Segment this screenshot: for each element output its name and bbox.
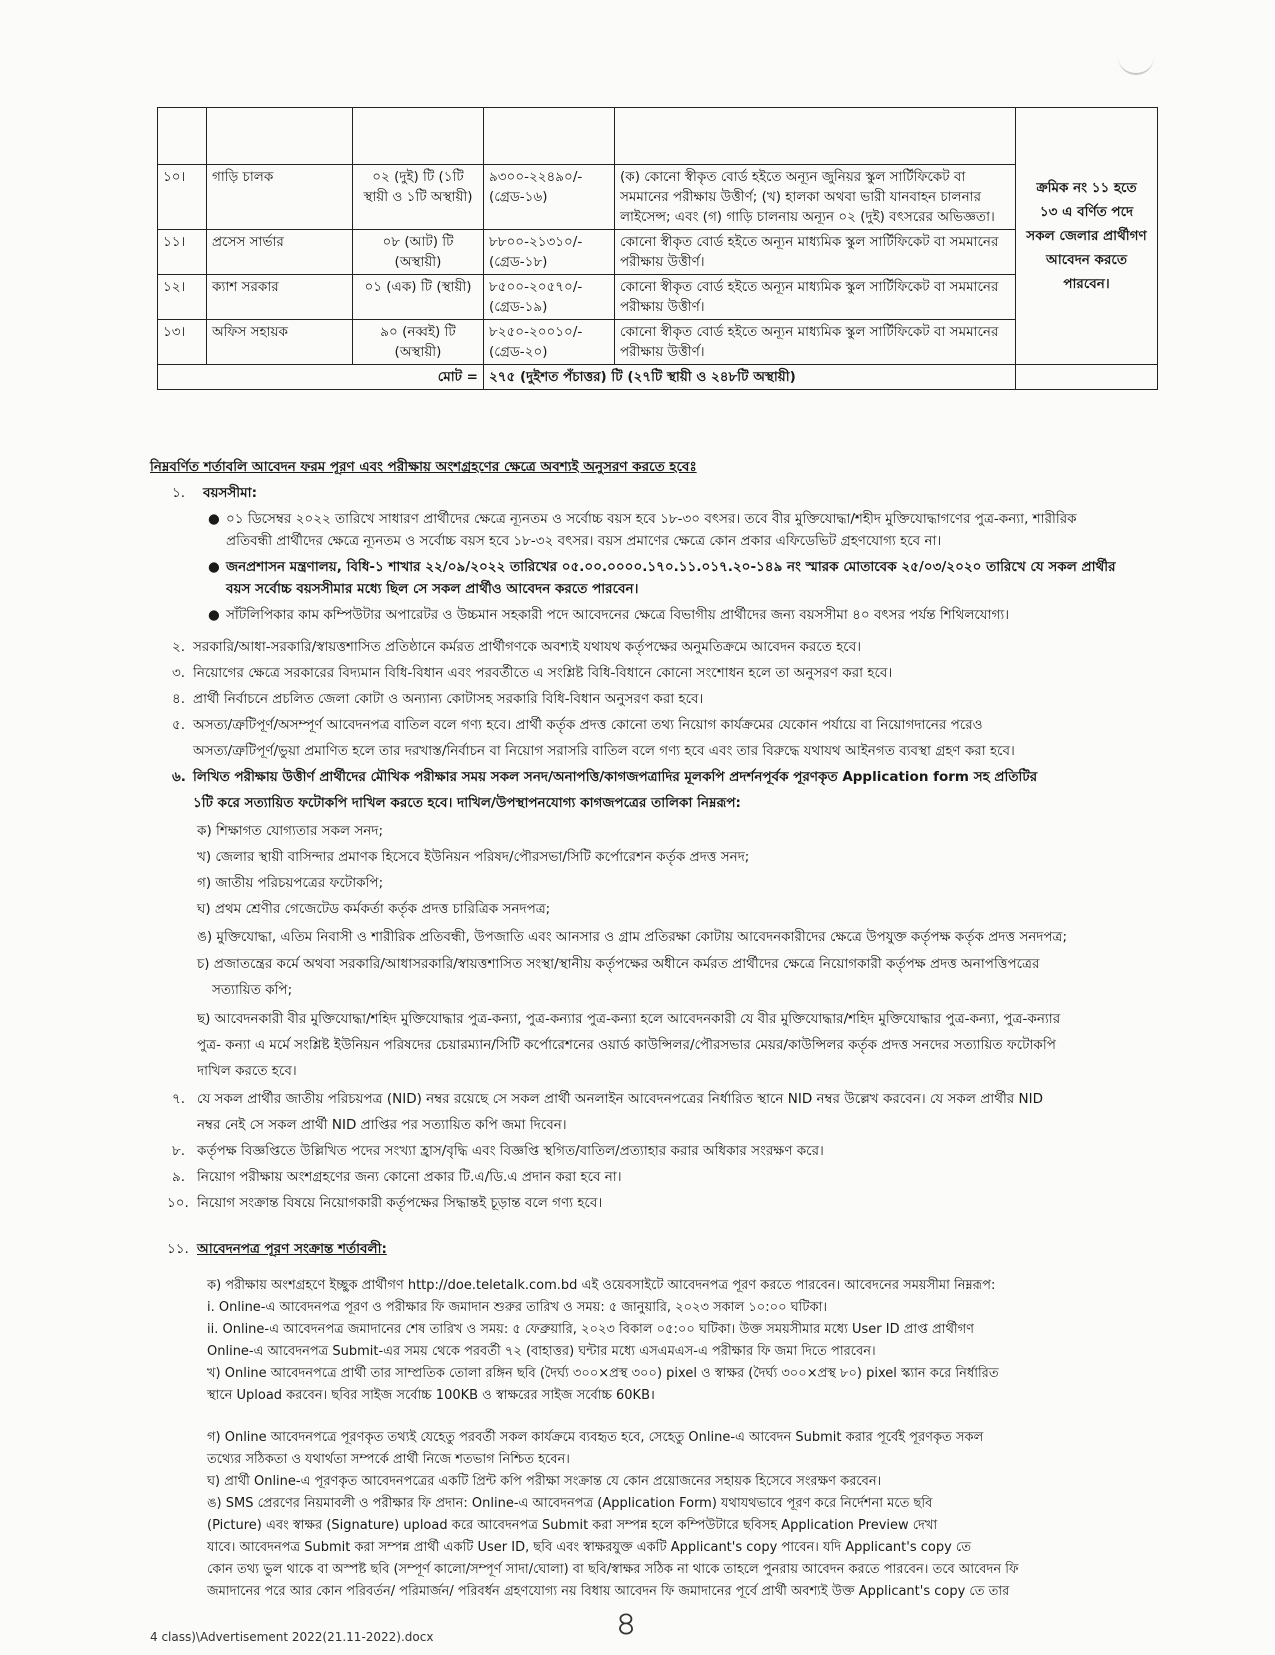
document-item: চ) প্রজাতন্ত্রের কর্মে অথবা সরকারি/আধাসরকারি/স্বায়ত্তশাসিত সংস্থা/স্থানীয় কর্তৃপক্ষের অধীনে কর্মরত প্রার্থীদের ক্ষেত্রে নিয়োগকারী কর্তৃপক্ষ প্রদত্ত অনাপত্তিপত্রের — [197, 956, 1040, 972]
age-limit-title: বয়সসীমা: — [203, 485, 257, 501]
qualification: কোনো স্বীকৃত বোর্ড হইতে অন্যূন মাধ্যমিক স্কুল সার্টিফিকেট বা সমমানের পরীক্ষায় উত্তীর্ণ। — [615, 275, 1016, 320]
pay-scale: ৯৩০০-২২৪৯০/- (গ্রেড-১৬) — [484, 165, 615, 230]
item-number: ৬. — [172, 769, 186, 785]
table-total-row — [158, 365, 1158, 390]
pay-scale: ৮৫০০-২০৫৭০/- (গ্রেড-১৯) — [484, 275, 615, 320]
pay-scale: ৮২৫০-২০০১০/- (গ্রেড-২০) — [484, 320, 615, 365]
item-number: ৮. — [172, 1143, 186, 1159]
row-number: ১১। — [158, 230, 207, 275]
post-name: অফিস সহায়ক — [207, 320, 353, 365]
total-value: ২৭৫ (দুইশত পঁচাত্তর) টি (২৭টি স্থায়ী ও ২৪৮টি অস্থায়ী) — [484, 365, 1016, 390]
condition-3: নিয়োগের ক্ষেত্রে সরকারের বিদ্যমান বিধি-বিধান এবং পরবর্তীতে এ সংশ্লিষ্ট বিধি-বিধানে কোনো সংশোধন হলে তা অনুসরণ করা হবে। — [193, 665, 893, 681]
item-number: ৩. — [172, 665, 186, 681]
bullet-dot: ● — [208, 511, 220, 527]
pay-scale: ৮৮০০-২১৩১০/- (গ্রেড-১৮) — [484, 230, 615, 275]
file-path-footer: 4 class)\Advertisement 2022(21.11-2022).docx — [150, 1630, 434, 1644]
application-i: i. Online-এ আবেদনপত্র পূরণ ও পরীক্ষার ফি জমাদান শুরুর তারিখ ও সময়: ৫ জানুয়ারি, ২০২৩ সকাল ১০:০০ ঘটিকা। — [207, 1300, 827, 1315]
application-title: আবেদনপত্র পূরণ সংক্রান্ত শর্তাবলী: — [197, 1241, 387, 1257]
bullet-dot: ● — [208, 607, 220, 623]
condition-8: কর্তৃপক্ষ বিজ্ঞপ্তিতে উল্লিখিত পদের সংখ্যা হ্রাস/বৃদ্ধি এবং বিজ্ঞপ্তি স্থগিত/বাতিল/প্রত্যাহার করার অধিকার সংরক্ষণ করে। — [197, 1143, 824, 1159]
application-gha: ঘ) প্রার্থী Online-এ পূরণকৃত আবেদনপত্রের একটি প্রিন্ট কপি পরীক্ষা সংক্রান্ত যে কোন প্রয়োজনের সহায়ক হিসেবে সংরক্ষণ করবেন। — [207, 1474, 882, 1489]
document-item: ঙ) মুক্তিযোদ্ধা, এতিম নিবাসী ও শারীরিক প্রতিবন্ধী, উপজাতি এবং আনসার ও গ্রাম প্রতিরক্ষা কোটায় আবেদনকারীদের ক্ষেত্রে উপযুক্ত কর্তৃপক্ষ কর্তৃক প্রদত্ত সনদপত্র; — [197, 929, 1068, 945]
age-bullet-1b: প্রতিবন্ধী প্রার্থীদের ক্ষেত্রে ন্যূনতম ও সর্বোচ্চ বয়স হবে ১৮-৩২ বৎসর। বয়স প্রমাণের ক্ষেত্রে কোন প্রকার এফিডেভিট গ্রহণযোগ্য হবে না। — [226, 533, 942, 549]
condition-5b: অসত্য/ত্রুটিপূর্ণ/ভুয়া প্রমাণিত হলে তার দরখাস্ত/নির্বাচন বা নিয়োগ সরাসরি বাতিল বলে গণ্য হবে এবং তার বিরুদ্ধে যথাযথ আইনগত ব্যবস্থা গ্রহণ করা হবে। — [193, 743, 1015, 759]
post-name: ক্যাশ সরকার — [207, 275, 353, 320]
application-uo-c: যাবে। আবেদনপত্র Submit করা সম্পন্ন প্রার্থী একটি User ID, ছবি এবং স্বাক্ষরযুক্ত একটি Applicant's copy পাবেন। যদি Applicant's copy তে — [207, 1540, 971, 1555]
row-number: ১২। — [158, 275, 207, 320]
application-uo-b: (Picture) এবং স্বাক্ষর (Signature) upload করে আবেদনপত্র Submit করা সম্পন্ন হলে কম্পিউটারে ছবিসহ Application Preview দেখা — [207, 1518, 938, 1533]
item-number: ২. — [172, 639, 186, 655]
document-item: গ) জাতীয় পরিচয়পত্রের ফটোকপি; — [197, 875, 384, 891]
application-uo-a: ঙ) SMS প্রেরণের নিয়মাবলী ও পরীক্ষার ফি প্রদান: Online-এ আবেদনপত্র (Application Form) যথাযথভাবে পূরণ করে নির্দেশনা মতে ছবি — [207, 1496, 933, 1511]
condition-6a: লিখিত পরীক্ষায় উত্তীর্ণ প্রার্থীদের মৌখিক পরীক্ষার সময় সকল সনদ/অনাপত্তি/কাগজপত্রাদির মূলকপি প্রদর্শনপূর্বক পূরণকৃত Application form সহ প্রতিটির — [193, 769, 1038, 785]
table-row — [158, 230, 1158, 275]
post-count: ০৮ (আট) টি (অস্থায়ী) — [353, 230, 484, 275]
age-bullet-2b: বয়স সর্বোচ্চ বয়সসীমার মধ্যে ছিল সে সকল প্রার্থীও আবেদন করতে পারবেন। — [226, 581, 639, 597]
table-remark: ক্রমিক নং ১১ হতে ১৩ এ বর্ণিত পদে সকল জেলার প্রার্থীগণ আবেদন করতে পারবেন। — [1016, 108, 1158, 365]
conditions-heading: নিম্নবর্ণিত শর্তাবলি আবেদন ফরম পূরণ এবং পরীক্ষায় অংশগ্রহণের ক্ষেত্রে অবশ্যই অনুসরণ করতে হবেঃ — [150, 459, 697, 475]
table-row — [158, 165, 1158, 230]
total-label: মোট = — [158, 365, 484, 390]
condition-7a: যে সকল প্রার্থীর জাতীয় পরিচয়পত্র (NID) নম্বর রয়েছে সে সকল প্রার্থী অনলাইন আবেদনপত্রের নির্ধারিত স্থানে NID নম্বর উল্লেখ করবেন। যে সকল প্রার্থীর NID — [197, 1091, 1043, 1107]
document-item: খ) জেলার স্থায়ী বাসিন্দার প্রমাণক হিসেবে ইউনিয়ন পরিষদ/পৌরসভা/সিটি কর্পোরেশন কর্তৃক প্রদত্ত সনদ; — [197, 849, 750, 865]
posts-table — [157, 107, 1158, 390]
application-ga-a: গ) Online আবেদনপত্রে পূরণকৃত তথ্যই যেহেতু পরবর্তী সকল কার্যক্রমে ব্যবহৃত হবে, সেহেতু Online-এ আবেদন Submit করার পূর্বেই পূরণকৃত সকল — [207, 1430, 984, 1445]
application-uo-e: জমাদানের পরে আর কোন পরিবর্তন/ পরিমার্জন/ পরিবর্ধন গ্রহণযোগ্য নয় বিধায় আবেদন ফি জমাদানের পূর্বে প্রার্থী অবশ্যই উক্ত Applicant's copy তে তার — [207, 1584, 1010, 1599]
age-bullet-2a: জনপ্রশাসন মন্ত্রণালয়, বিধি-১ শাখার ২২/০৯/২০২২ তারিখের ০৫.০০.০০০০.১৭০.১১.০১৭.২০-১৪৯ নং স্মারক মোতাবেক ২৫/০৩/২০২০ তারিখে যে সকল প্রার্থীর — [226, 559, 1116, 575]
condition-6b: ১টি করে সত্যায়িত ফটোকপি দাখিল করতে হবে। দাখিল/উপস্থাপনযোগ্য কাগজপত্রের তালিকা নিম্নরূপ: — [193, 795, 741, 811]
condition-7b: নম্বর নেই সে সকল প্রার্থী NID প্রাপ্তির পর সত্যায়িত কপি জমা দিবেন। — [197, 1117, 567, 1133]
qualification: (ক) কোনো স্বীকৃত বোর্ড হইতে অন্যূন জুনিয়র স্কুল সার্টিফিকেট বা সমমানের পরীক্ষায় উত্তীর্ণ; (খ) হালকা অথবা ভারী যানবাহন চালনার লাইসেন্স; এবং (গ) গাড়ি চালনায় অন্যূন ০২ (দুই) বৎসরের অভিজ্ঞতা। — [615, 165, 1016, 230]
condition-2: সরকারি/আধা-সরকারি/স্বায়ত্তশাসিত প্রতিষ্ঠানে কর্মরত প্রার্থীগণকে অবশ্যই যথাযথ কর্তৃপক্ষের অনুমতিক্রমে আবেদন করতে হবে। — [193, 639, 862, 655]
document-item-cont: দাখিল করতে হবে। — [197, 1063, 297, 1079]
item-number: ১০. — [167, 1195, 189, 1211]
application-ga-b: তথ্যের সঠিকতা ও যথার্থতা সম্পর্কে প্রার্থী নিজে শতভাগ নিশ্চিত হবেন। — [207, 1452, 570, 1467]
post-name: গাড়ি চালক — [207, 165, 353, 230]
post-name: প্রসেস সার্ভার — [207, 230, 353, 275]
post-count: ৯০ (নব্বই) টি (অস্থায়ী) — [353, 320, 484, 365]
item-number: ৫. — [172, 717, 186, 733]
item-number: ৪. — [172, 691, 186, 707]
document-item: ক) শিক্ষাগত যোগ্যতার সকল সনদ; — [197, 823, 383, 839]
application-ka: ক) পরীক্ষায় অংশগ্রহণে ইচ্ছুক প্রার্থীগণ http://doe.teletalk.com.bd এই ওয়েবসাইটে আবেদনপত্র পূরণ করতে পারবেন। আবেদনের সময়সীমা নিম্নরূপ: — [207, 1278, 996, 1293]
application-ii-b: Online-এ আবেদনপত্র Submit-এর সময় থেকে পরবর্তী ৭২ (বাহাত্তর) ঘন্টার মধ্যে এসএমএস-এ পরীক্ষার ফি জমা দিতে পারবেন। — [207, 1344, 876, 1359]
punch-hole-mark — [1118, 55, 1154, 75]
document-item: ঘ) প্রথম শ্রেণীর গেজেটেড কর্মকর্তা কর্তৃক প্রদত্ত চারিত্রিক সনদপত্র; — [197, 901, 551, 917]
table-row — [158, 275, 1158, 320]
item-number: ১১. — [167, 1241, 189, 1257]
application-ii-a: ii. Online-এ আবেদনপত্র জমাদানের শেষ তারিখ ও সময়: ৫ ফেব্রুয়ারি, ২০২৩ বিকাল ০৫:০০ ঘটিকা। উক্ত সময়সীমার মধ্যে User ID প্রাপ্ত প্রার্থীগণ — [207, 1322, 974, 1337]
condition-10: নিয়োগ সংক্রান্ত বিষয়ে নিয়োগকারী কর্তৃপক্ষের সিদ্ধান্তই চূড়ান্ত বলে গণ্য হবে। — [197, 1195, 603, 1211]
application-uo-d: কোন তথ্য ভুল থাকে বা অস্পষ্ট ছবি (সম্পূর্ণ কালো/সম্পূর্ণ সাদা/ঘোলা) বা ছবি/স্বাক্ষর সঠিক না থাকে তাহলে পুনরায় আবেদন করতে পারবেন। তবে আবেদন ফি — [207, 1562, 1019, 1577]
application-kha-b: স্থানে Upload করবেন। ছবির সাইজ সর্বোচ্চ 100KB ও স্বাক্ষরের সাইজ সর্বোচ্চ 60KB। — [207, 1388, 655, 1403]
condition-5a: অসত্য/ত্রুটিপূর্ণ/অসম্পূর্ণ আবেদনপত্র বাতিল বলে গণ্য হবে। প্রার্থী কর্তৃক প্রদত্ত কোনো তথ্য নিয়োগ কার্যক্রমের যেকোন পর্যায়ে বা নিয়োগদানের পরেও — [193, 717, 983, 733]
document-item-cont: সত্যায়িত কপি; — [212, 982, 293, 998]
bullet-dot: ● — [208, 559, 220, 575]
row-number: ১০। — [158, 165, 207, 230]
age-bullet-1a: ০১ ডিসেম্বর ২০২২ তারিখে সাধারণ প্রার্থীদের ক্ষেত্রে ন্যূনতম ও সর্বোচ্চ বয়স হবে ১৮-৩০ বৎসর। তবে বীর মুক্তিযোদ্ধা/শহীদ মুক্তিযোদ্ধাগণের পুত্র-কন্যা, শারীরিক — [226, 511, 1077, 527]
row-number: ১৩। — [158, 320, 207, 365]
table-row — [158, 320, 1158, 365]
handwritten-page-number: ৪ — [615, 1604, 638, 1644]
document-item-cont: পুত্র- কন্যা এ মর্মে সংশ্লিষ্ট ইউনিয়ন পরিষদের চেয়ারম্যান/সিটি কর্পোরেশনের ওয়ার্ড কাউন্সিলর/পৌরসভার মেয়র/কাউন্সিলর কর্তৃক প্রদত্ত সনদের সত্যায়িত ফটোকপি — [197, 1037, 1056, 1053]
qualification: কোনো স্বীকৃত বোর্ড হইতে অন্যূন মাধ্যমিক স্কুল সার্টিফিকেট বা সমমানের পরীক্ষায় উত্তীর্ণ। — [615, 320, 1016, 365]
table-row — [158, 108, 1158, 165]
condition-4: প্রার্থী নির্বাচনে প্রচলিত জেলা কোটা ও অন্যান্য কোটাসহ সরকারি বিধি-বিধান অনুসরণ করা হবে। — [193, 691, 704, 707]
item-number: ৭. — [172, 1091, 186, 1107]
bleed-through-header — [560, 14, 1180, 54]
post-count: ০২ (দুই) টি (১টি স্থায়ী ও ১টি অস্থায়ী) — [353, 165, 484, 230]
post-count: ০১ (এক) টি (স্থায়ী) — [353, 275, 484, 320]
application-kha-a: খ) Online আবেদনপত্রে প্রার্থী তার সাম্প্রতিক তোলা রঙ্গিন ছবি (দৈর্ঘ্য ৩০০×প্রস্থ ৩০০) pixel ও স্বাক্ষর (দৈর্ঘ্য ৩০০×প্রস্থ ৮০) pixel স্ক্যান করে নির্ধারিত — [207, 1366, 999, 1381]
condition-9: নিয়োগ পরীক্ষায় অংশগ্রহণের জন্য কোনো প্রকার টি.এ/ডি.এ প্রদান করা হবে না। — [197, 1169, 622, 1185]
item-number: ৯. — [172, 1169, 186, 1185]
item-number: ১. — [172, 485, 186, 501]
document-item: ছ) আবেদনকারী বীর মুক্তিযোদ্ধা/শহিদ মুক্তিযোদ্ধার পুত্র-কন্যা, পুত্র-কন্যার পুত্র-কন্যা হলে আবেদনকারী যে বীর মুক্তিযোদ্ধার/শহিদ মুক্তিযোদ্ধার পুত্র-কন্যা, পুত্র-কন্যার — [197, 1011, 1061, 1027]
qualification: কোনো স্বীকৃত বোর্ড হইতে অন্যূন মাধ্যমিক স্কুল সার্টিফিকেট বা সমমানের পরীক্ষায় উত্তীর্ণ। — [615, 230, 1016, 275]
age-bullet-3: সাঁটলিপিকার কাম কম্পিউটার অপারেটর ও উচ্চমান সহকারী পদে আবেদনের ক্ষেত্রে বিভাগীয় প্রার্থীদের জন্য বয়সসীমা ৪০ বৎসর পর্যন্ত শিথিলযোগ্য। — [226, 607, 1010, 623]
